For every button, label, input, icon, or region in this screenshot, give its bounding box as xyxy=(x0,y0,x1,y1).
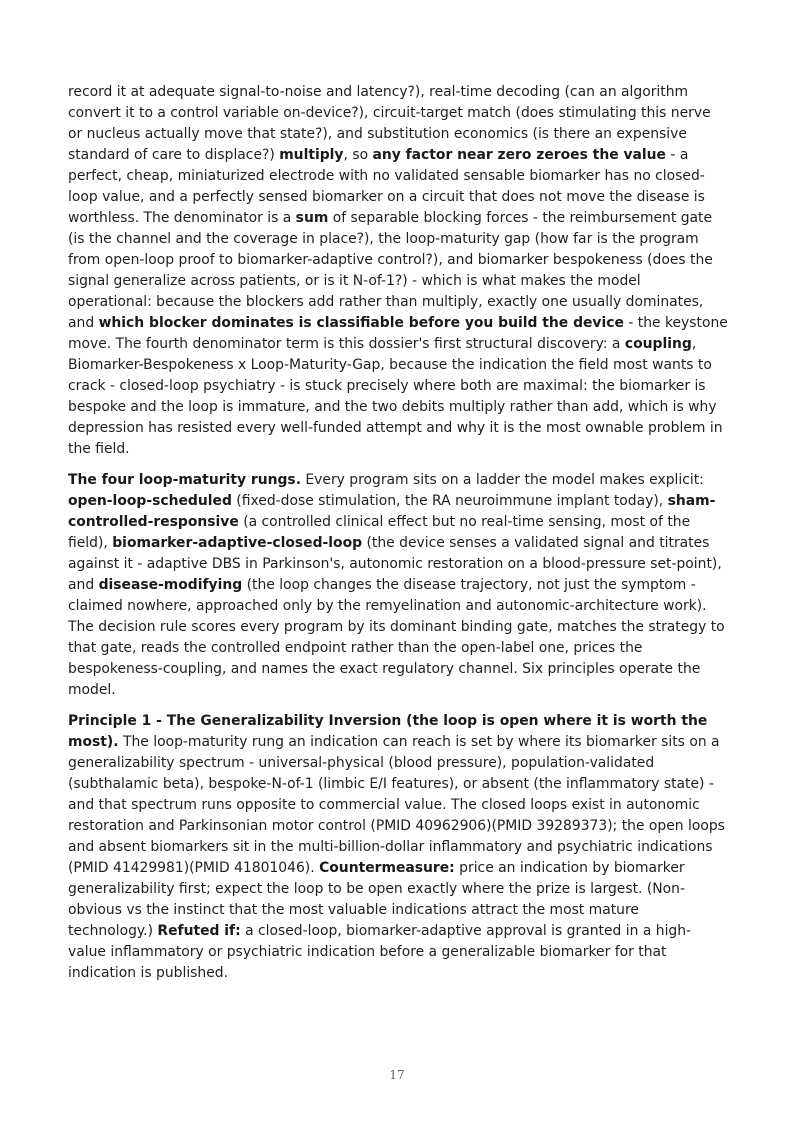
body-text: (a controlled clinical effect but no real-time sensing, most of the field), xyxy=(68,514,691,551)
body-text: The loop-maturity rung an indication can reach is set by where its biomarker sits on a generalizability spectrum - universal-physical (blood pressure), population-validated (subthalamic beta), bespoke-N-of-1 (limbic E/I features), or absent (the inflammatory state) - and that spectrum runs opposite to commercial value. The closed loops exist in autonomic restoration and Parkinsonian motor control (PMID 40962906)(PMID 39289373); the open loops and absent biomarkers sit in the multi-billion-dollar inflammatory and psychiatric indications (PMID 41429981)(PMID 41801046). xyxy=(68,734,725,876)
bold-phrase: biomarker-adaptive-closed-loop xyxy=(112,535,363,551)
body-text: - the keystone move. The fourth denominator term is this dossier's first structural discovery: a xyxy=(68,315,728,352)
bold-phrase: Refuted if: xyxy=(157,923,241,939)
body-text: (the device senses a validated signal and titrates against it - adaptive DBS in Parkinson's, autonomic restoration on a blood-pressure set-point), and xyxy=(68,535,722,593)
body-text: price an indication by biomarker generalizability first; expect the loop to be open exactly where the prize is largest. (Non-obvious vs the instinct that the most valuable indications attract the most mature technology.) xyxy=(68,860,685,939)
body-text: , so xyxy=(343,147,373,163)
body-text: Every program sits on a ladder the model makes explicit: xyxy=(300,472,704,488)
bold-phrase: Principle 1 - The Generalizability Inversion (the loop is open where it is worth the most). xyxy=(68,713,708,750)
bold-phrase: sham-controlled-responsive xyxy=(68,493,716,530)
body-text: (the loop changes the disease trajectory, not just the symptom - claimed nowhere, approached only by the remyelination and autonomic-architecture work). The decision rule scores every program by its dominant binding gate, matches the strategy to that gate, reads the controlled endpoint rather than the open-label one, prices the bespokeness-coupling, and names the exact regulatory channel. Six principles operate the model. xyxy=(68,577,725,698)
bold-phrase: any factor near zero zeroes the value xyxy=(372,147,666,163)
bold-phrase: which blocker dominates is classifiable before you build the device xyxy=(98,315,624,331)
body-text: , Biomarker-Bespokeness x Loop-Maturity-Gap, because the indication the field most wants to crack - closed-loop psychiatry - is stuck precisely where both are maximal: the biomarker is bespoke and the loop is immature, and the two debits multiply rather than add, which is why depression has resisted every well-funded attempt and why it is the most ownable problem in the field. xyxy=(68,336,723,457)
bold-phrase: coupling xyxy=(624,336,692,352)
paragraph-loop-maturity-rungs xyxy=(68,470,728,701)
bold-phrase: The four loop-maturity rungs. xyxy=(68,472,301,488)
body-text: - a perfect, cheap, miniaturized electrode with no validated sensable biomarker has no closed-loop value, and a perfectly sensed biomarker on a circuit that does not move the disease is worthless. The denominator is a xyxy=(68,147,705,226)
bold-phrase: multiply xyxy=(279,147,344,163)
bold-phrase: sum xyxy=(295,210,329,226)
bold-phrase: open-loop-scheduled xyxy=(68,493,232,509)
bold-phrase: disease-modifying xyxy=(98,577,243,593)
paragraph-principle-1 xyxy=(68,711,728,984)
body-text: a closed-loop, biomarker-adaptive approval is granted in a high-value inflammatory or psychiatric indication before a generalizable biomarker for that indication is published. xyxy=(68,923,692,981)
body-text: (fixed-dose stimulation, the RA neuroimmune implant today), xyxy=(231,493,668,509)
page-number: 17 xyxy=(389,1068,405,1082)
paragraph-framework-continuation xyxy=(68,82,728,460)
body-text: of separable blocking forces - the reimbursement gate (is the channel and the coverage in place?), the loop-maturity gap (how far is the program from open-loop proof to biomarker-adaptive control?), and biomarker bespokeness (does the signal generalize across patients, or is it N-of-1?) - which is what makes the model operational: because the blockers add rather than multiply, exactly one usually dominates, and xyxy=(68,210,713,331)
body-text: record it at adequate signal-to-noise and latency?), real-time decoding (can an algorithm convert it to a control variable on-device?), circuit-target match (does stimulating this nerve or nucleus actually move that state?), and substitution economics (is there an expensive standard of care to displace?) xyxy=(68,84,711,163)
bold-phrase: Countermeasure: xyxy=(319,860,455,876)
page-body xyxy=(68,82,728,994)
